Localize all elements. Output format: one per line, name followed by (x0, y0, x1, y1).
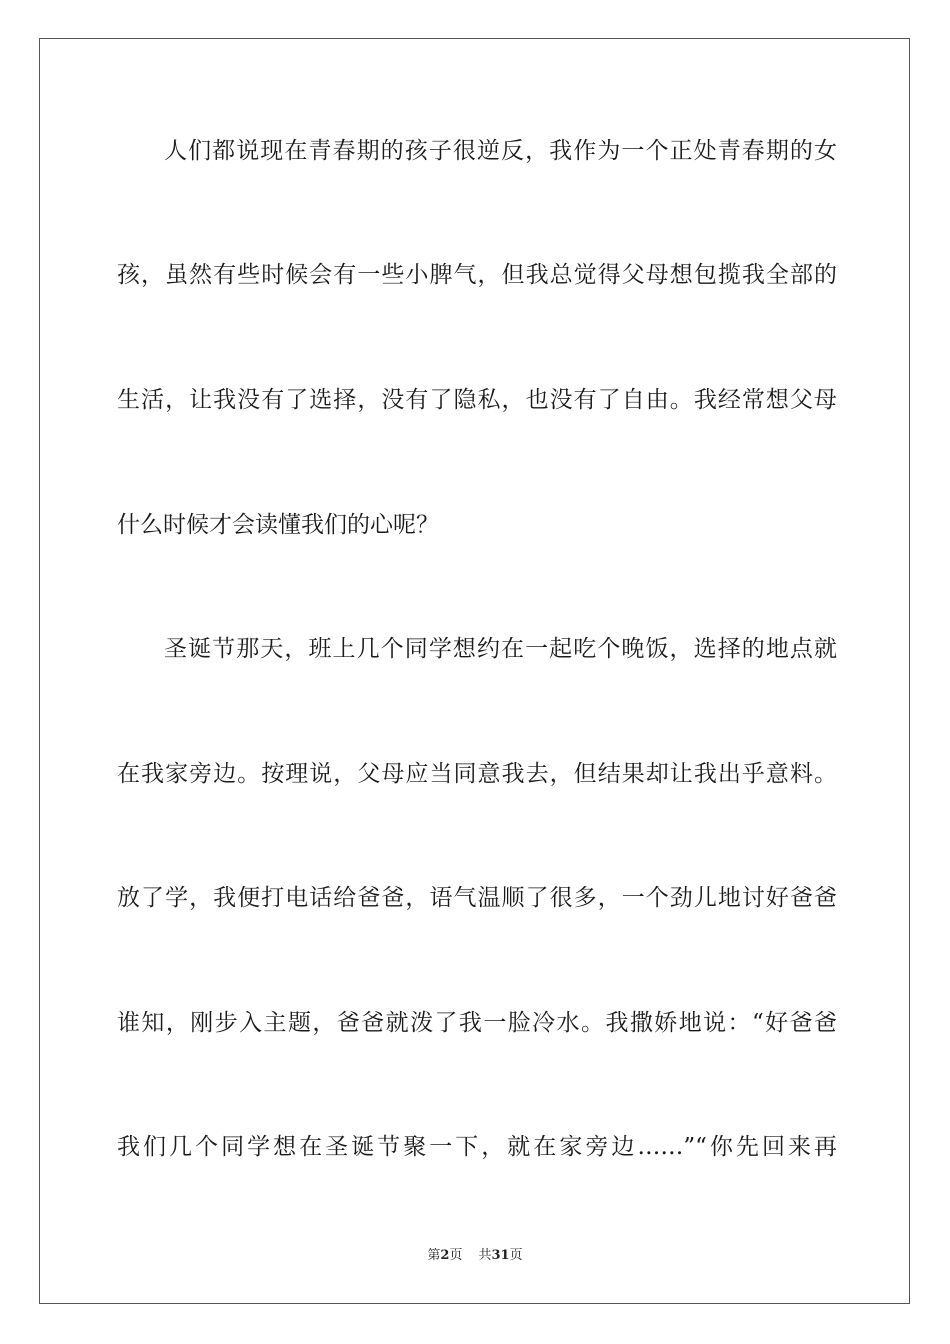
total-prefix: 共 (478, 1248, 492, 1263)
paragraph-line: 圣诞节那天，班上几个同学想约在一起吃个晚饭，选择的地点就 (164, 636, 837, 662)
page-number: 2 (440, 1248, 450, 1263)
paragraph-line: 我们几个同学想在圣诞节聚一下，就在家旁边……”“你先回来再 (117, 1134, 837, 1160)
total-suffix: 页 (509, 1248, 523, 1263)
paragraph-line: 放了学，我便打电话给爸爸，语气温顺了很多，一个劲儿地讨好爸爸 (117, 885, 837, 911)
paragraph-line: 什么时候才会读懂我们的心呢？ (117, 512, 439, 538)
paragraph-line: 生活，让我没有了选择，没有了隐私，也没有了自由。我经常想父母 (117, 387, 837, 413)
page-suffix: 页 (449, 1248, 463, 1263)
paragraph-line: 人们都说现在青春期的孩子很逆反，我作为一个正处青春期的女 (164, 138, 837, 164)
paragraph-line: 孩，虽然有些时候会有一些小脾气，但我总觉得父母想包揽我全部的 (117, 262, 837, 288)
paragraph-line: 在我家旁边。按理说，父母应当同意我去，但结果却让我出乎意料。 (117, 761, 837, 787)
page-border (39, 38, 910, 1304)
page-prefix: 第 (427, 1248, 441, 1263)
page-footer (0, 1247, 950, 1265)
paragraph-line: 谁知，刚步入主题，爸爸就泼了我一脸冷水。我撒娇地说：“好爸爸 (117, 1010, 837, 1036)
total-pages: 31 (491, 1248, 510, 1263)
